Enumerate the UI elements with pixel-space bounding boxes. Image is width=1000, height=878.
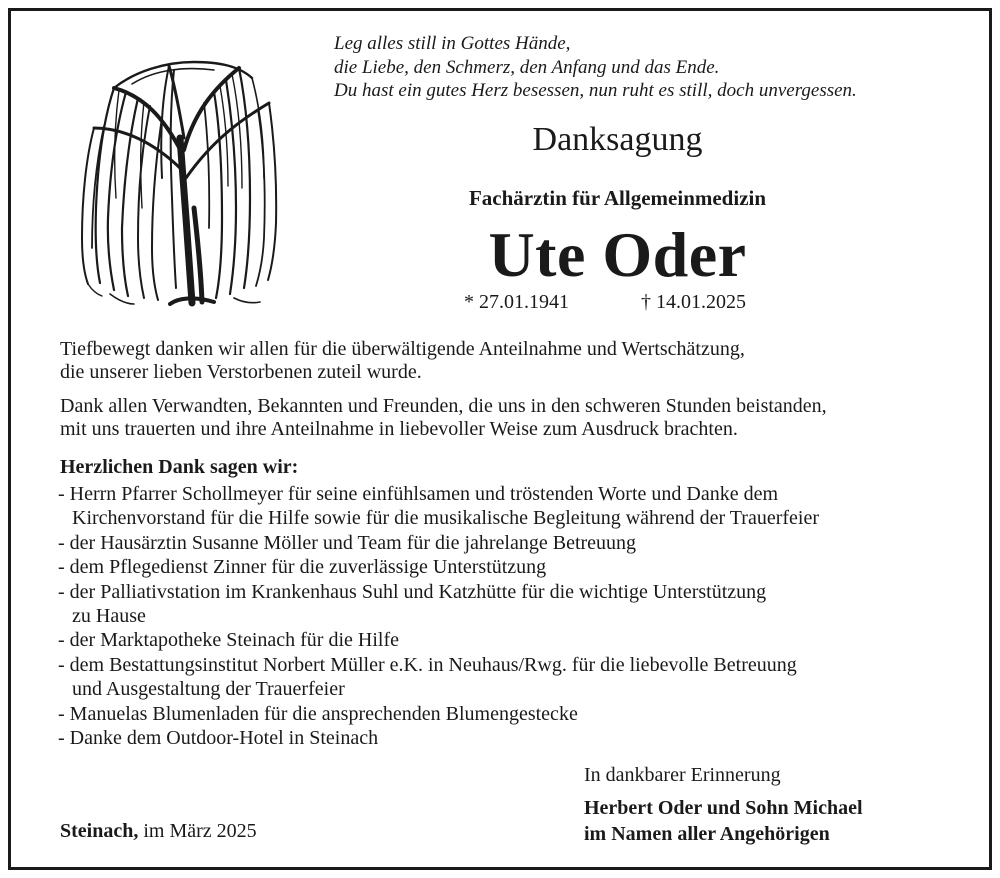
paragraph-line: die unserer lieben Verstorbenen zuteil wurde.: [60, 361, 422, 383]
signer-line: Herbert Oder und Sohn Michael: [584, 797, 863, 819]
paragraph-line: mit uns trauerten und ihre Anteilnahme in liebevoller Weise zum Ausdruck brachten.: [60, 418, 738, 440]
profession: Fachärztin für Allgemeinmedizin: [468, 186, 767, 210]
deceased-name: Ute Oder: [488, 219, 747, 290]
signers: [584, 795, 863, 847]
list-item: - Manuelas Blumenladen für die ansprechenden Blumengestecke: [58, 702, 578, 725]
heading: Danksagung: [532, 121, 703, 158]
list-item-continuation: Kirchenvorstand für die Hilfe sowie für die musikalische Begleitung während der Trauerfeier: [72, 507, 819, 530]
poem-line: Leg alles still in Gottes Hände,: [334, 33, 571, 54]
willow-tree-icon: [74, 58, 284, 308]
list-item: - dem Pflegedienst Zinner für die zuverlässige Unterstützung: [58, 556, 547, 579]
paragraph-line: Dank allen Verwandten, Bekannten und Freunden, die uns in den schweren Stunden beistanden,: [60, 395, 827, 417]
closing-phrase: In dankbarer Erinnerung: [584, 764, 781, 786]
paragraph-line: Tiefbewegt danken wir allen für die überwältigende Anteilnahme und Wertschätzung,: [60, 338, 745, 360]
list-item-continuation: und Ausgestaltung der Trauerfeier: [72, 678, 345, 701]
poem: [334, 32, 857, 103]
list-item-continuation: zu Hause: [72, 604, 146, 627]
birth-date: * 27.01.1941: [464, 291, 569, 313]
date: im März 2025: [138, 820, 257, 842]
thanks-heading: Herzlichen Dank sagen wir:: [60, 456, 299, 478]
place: Steinach,: [60, 820, 139, 842]
thanks-list: [58, 482, 819, 750]
list-item: - der Hausärztin Susanne Möller und Team für die jahrelange Betreuung: [58, 531, 637, 554]
list-item: - dem Bestattungsinstitut Norbert Müller e.K. in Neuhaus/Rwg. für die liebevolle Betreuung: [58, 653, 797, 676]
paragraph-anteilnahme: [60, 338, 745, 384]
list-item: - der Palliativstation im Krankenhaus Suhl und Katzhütte für die wichtige Unterstützung: [58, 580, 767, 603]
list-item: - der Marktapotheke Steinach für die Hilfe: [58, 629, 399, 652]
paragraph-verwandte: [60, 395, 827, 441]
signer-line: im Namen aller Angehörigen: [584, 823, 830, 845]
place-date: [60, 818, 257, 844]
poem-line: die Liebe, den Schmerz, den Anfang und das Ende.: [334, 56, 720, 78]
list-item: - Danke dem Outdoor-Hotel in Steinach: [58, 726, 379, 749]
list-item: - Herrn Pfarrer Schollmeyer für seine einfühlsamen und tröstenden Worte und Danke dem: [58, 483, 779, 505]
death-date: † 14.01.2025: [641, 291, 746, 313]
poem-line: Du hast ein gutes Herz besessen, nun ruht es still, doch unvergessen.: [334, 80, 857, 101]
